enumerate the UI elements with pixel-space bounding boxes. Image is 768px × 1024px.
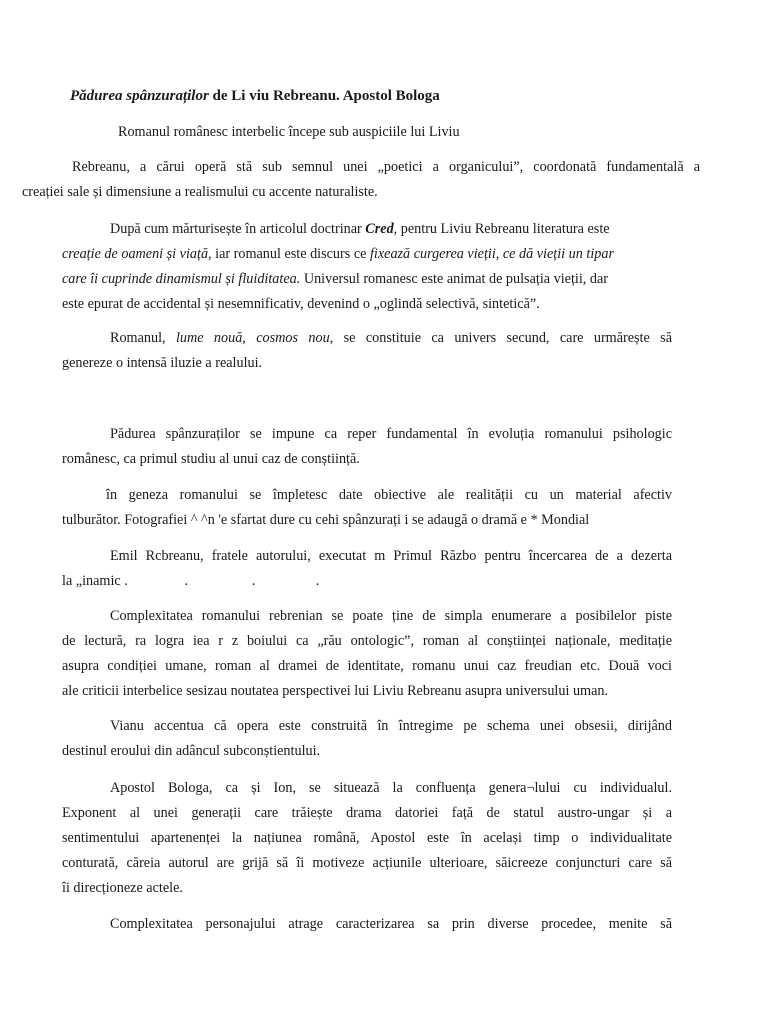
text-run: , pentru Liviu Rebreanu literatura este [393, 221, 610, 237]
text-line: conturată, căreia autorul are grijă să îi motiveze acțiunile ulterioare, săicreeze conjuncturi care să [62, 855, 672, 871]
text-line: creației sale și dimensiune a realismului cu accente naturaliste. [22, 184, 378, 200]
quote: fixează curgerea vieții, ce dă vieții un tipar [369, 246, 614, 262]
text-line: Complexitatea personajului atrage caracterizarea sa prin diverse procedee, menite să [110, 916, 672, 932]
paragraph-6 [62, 544, 672, 594]
text-line: destinul eroului din adâncul subconștientului. [62, 743, 321, 759]
text-line [62, 242, 672, 267]
text-line [62, 326, 672, 351]
text-line: în geneza romanului se împletesc date obiective ale realității cu un material afectiv [106, 487, 672, 503]
text-line: este epurat de accidental și nesemnificativ, devenind o „oglindă selectivă, sintetică”. [62, 296, 540, 312]
text-line [62, 267, 672, 292]
text-run: Romanul, [110, 330, 176, 346]
text-run: Universul romanesc este animat de pulsația vieții, dar [300, 271, 608, 287]
paragraph-7 [62, 604, 672, 704]
text-line: Complexitatea romanului rebrenian se poate ține de simpla enumerare a posibilelor piste [110, 608, 672, 624]
paragraph-8 [62, 714, 672, 764]
document-title [70, 88, 440, 105]
title-rest: de Li viu Rebreanu. Apostol Bologa [208, 88, 440, 104]
text-line: asupra condiției umane, roman al dramei de identitate, romanu unui caz freudian etc. Două voci [62, 658, 672, 674]
text-line: Emil Rcbreanu, fratele autorului, executat m Primul Războ pentru încercarea de a dezerta [110, 548, 672, 564]
text-line: ale criticii interbelice sesizau noutatea perspectivei lui Liviu Rebreanu asupra universului uman. [62, 683, 609, 699]
paragraph-3 [62, 326, 672, 376]
quote: care îi cuprinde dinamismul și fluiditatea. [62, 271, 301, 287]
text-line: Exponent al unei generații care trăiește drama datoriei față de statul austro-ungar și a [62, 805, 672, 821]
text-line: Apostol Bologa, ca și Ion, se situează la confluența genera¬lului cu individualul. [110, 780, 672, 796]
text-line: sentimentului apartenenței la națiunea română, Apostol este în același timp o individualitate [62, 830, 672, 846]
paragraph-10 [62, 912, 672, 937]
text-line [62, 217, 672, 242]
paragraph-2 [62, 217, 672, 317]
paragraph-1 [22, 155, 700, 205]
paragraph-1-line-1 [118, 120, 518, 145]
text-line: tulburător. Fotografiei ^ ^n 'e sfartat dure cu cehi spânzurați i se adaugă o dramă e * Mondial [62, 512, 590, 528]
text-line: Romanul românesc interbelic începe sub auspiciile lui Liviu [118, 124, 460, 140]
paragraph-4 [62, 422, 672, 472]
quote: creație de oameni și viață [62, 246, 209, 262]
text-line: de lectură, ra logra iea r z boiului ca „rău ontologic”, roman al conștiinței naționale, meditație [62, 633, 672, 649]
text-line: românesc, ca primul studiu al unui caz de conștiință. [62, 451, 360, 467]
title-novel-name: Pădurea spânzuraților [70, 88, 209, 104]
text-line: la „inamic . . . . [62, 573, 320, 589]
text-run: , iar romanul este discurs ce [208, 246, 370, 262]
paragraph-9 [62, 776, 672, 901]
text-run: După cum mărturisește în articolul doctrinar [110, 221, 366, 237]
paragraph-5 [62, 483, 672, 533]
article-title: Cred [365, 221, 394, 237]
quote: lume nouă, cosmos nou [175, 330, 330, 346]
text-line: îi direcționeze actele. [62, 880, 183, 896]
text-line: Pădurea spânzuraților se impune ca reper fundamental în evoluția romanului psihologic [110, 426, 672, 442]
text-run: , se constituie ca univers secund, care urmărește să [329, 330, 672, 346]
text-line: genereze o intensă iluzie a realului. [62, 355, 263, 371]
text-line: Vianu accentua că opera este construită în întregime pe schema unei obsesii, dirijând [110, 718, 672, 734]
text-line: Rebreanu, a cărui operă stă sub semnul unei „poetici a organicului”, coordonată fundamentală a [72, 159, 700, 175]
